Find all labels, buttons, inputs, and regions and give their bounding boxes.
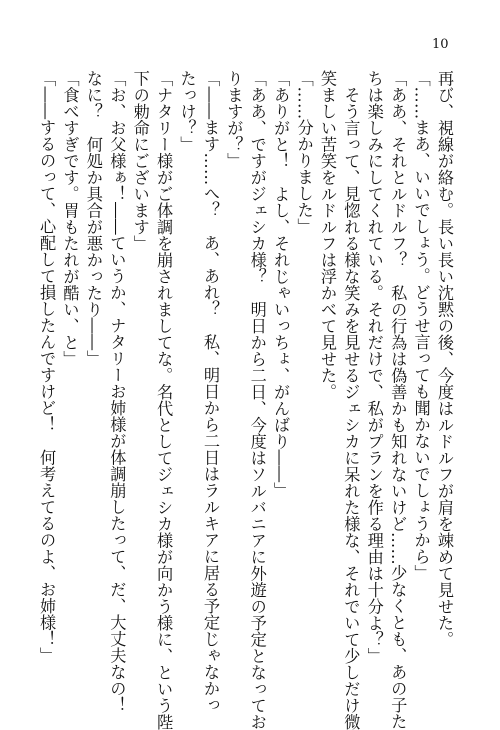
text-line: 「お、お父様ぁ！――ていうか、ナタリーお姉様が体調崩したって、だ、大丈夫なの！ — [107, 70, 127, 714]
text-line: 再び、視線が絡む。長い長い沈黙の後、今度はルドルフが肩を竦めて見せた。 — [435, 70, 454, 648]
text-line: 「ああ、それとルドルフ？ 私の行為は偽善かも知れないけど……少なくとも、あの子た — [388, 70, 408, 730]
text-line: りますが？」 — [224, 70, 244, 169]
text-line: なに？ 何処か具合が悪かったり――」 — [83, 70, 103, 367]
text-line: 「……分かりました」 — [294, 70, 314, 235]
text-line: 笑ましい苦笑をルドルフは浮かべて見せた。 — [317, 70, 337, 400]
page-number: 10 — [432, 37, 449, 52]
text-line: ちは楽しみにしてくれている。それだけで、私がプランを作る理由は十分よ？」 — [364, 70, 384, 664]
text-line: たっけ？」 — [177, 70, 197, 153]
text-line: 「――するのって、心配して損したんですけど！ 何考えてるのよ、お姉様！」 — [37, 70, 57, 664]
text-line: 「――ます……へ？ あ、あれ？ 私、明日から二日はラルキアに居る予定じゃなかっ — [200, 70, 220, 714]
text-line: 「ありがと！ よし、それじゃいっちょ、がんばり――」 — [271, 70, 291, 499]
text-line: 「ああ、ですがジェシカ様？ 明日から二日、今度はソルバニアに外遊の予定となってお — [247, 70, 267, 730]
text-line: 「……まあ、いいでしょう。どうせ言っても聞かないでしょうから」 — [411, 70, 431, 582]
text-line: そう言って、見惚れる様な笑みを見せるジェシカに呆れた様な、それでいて少しだけ微 — [341, 70, 361, 730]
text-line: 「食べすぎです。胃もたれが酷い、と」 — [60, 70, 80, 367]
text-line: 「ナタリー様がご体調を崩されましてな。名代としてジェシカ様が向かう様に、という陛 — [154, 70, 174, 730]
text-line: 下の勅命にございます」 — [130, 70, 150, 252]
vertical-text-block — [37, 70, 456, 730]
